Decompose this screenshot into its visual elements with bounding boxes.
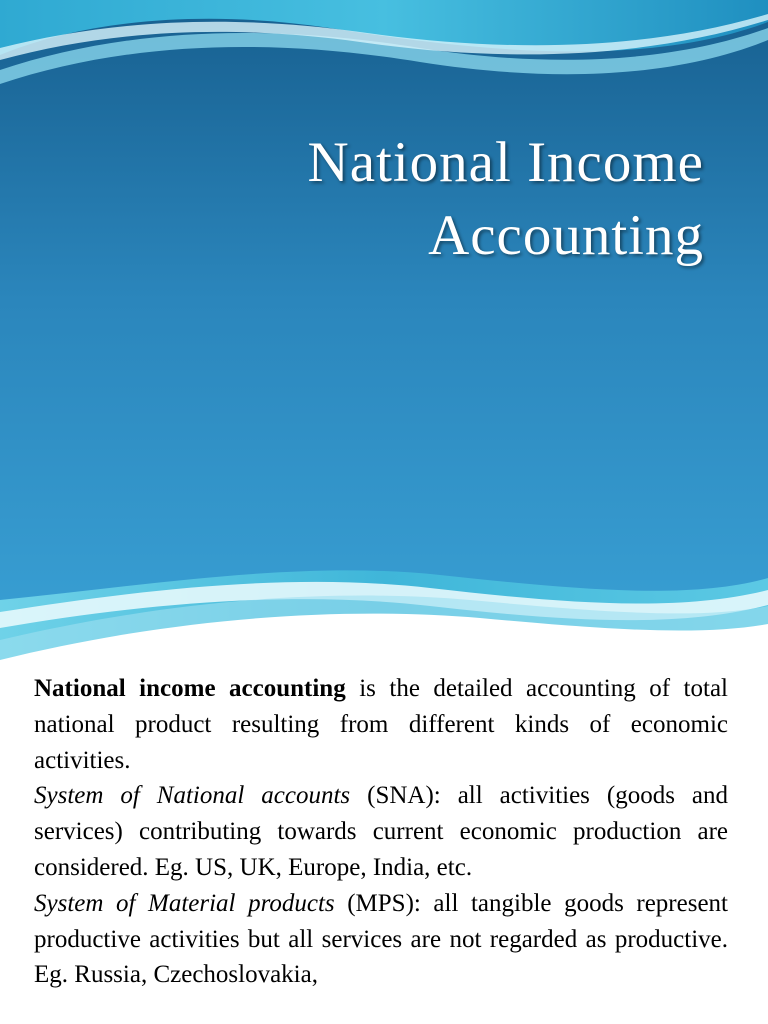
definition-text: (SNA): all activities (goods and services) contributing towards current economic production are considered. Eg. US, UK, Europe, India, etc. xyxy=(34,782,728,881)
title-line-2: Accounting xyxy=(428,204,704,267)
term-mps: System of Material products xyxy=(34,889,335,917)
slide-body xyxy=(34,671,728,993)
term-national-income-accounting: National income accounting xyxy=(34,675,346,702)
slide-title xyxy=(308,126,704,272)
term-sna: System of National accounts xyxy=(34,782,351,810)
title-line-1: National Income xyxy=(307,131,704,194)
paragraph-national-income-accounting xyxy=(34,671,728,778)
paragraph-mps xyxy=(34,886,728,993)
definition-text: is the detailed accounting of total national product resulting from different kinds of economic activities. xyxy=(34,675,728,774)
paragraph-sna xyxy=(34,778,728,885)
definition-text: (MPS): all tangible goods represent productive activities but all services are not regarded as productive. Eg. Russia, Czechoslovakia, xyxy=(34,889,728,989)
